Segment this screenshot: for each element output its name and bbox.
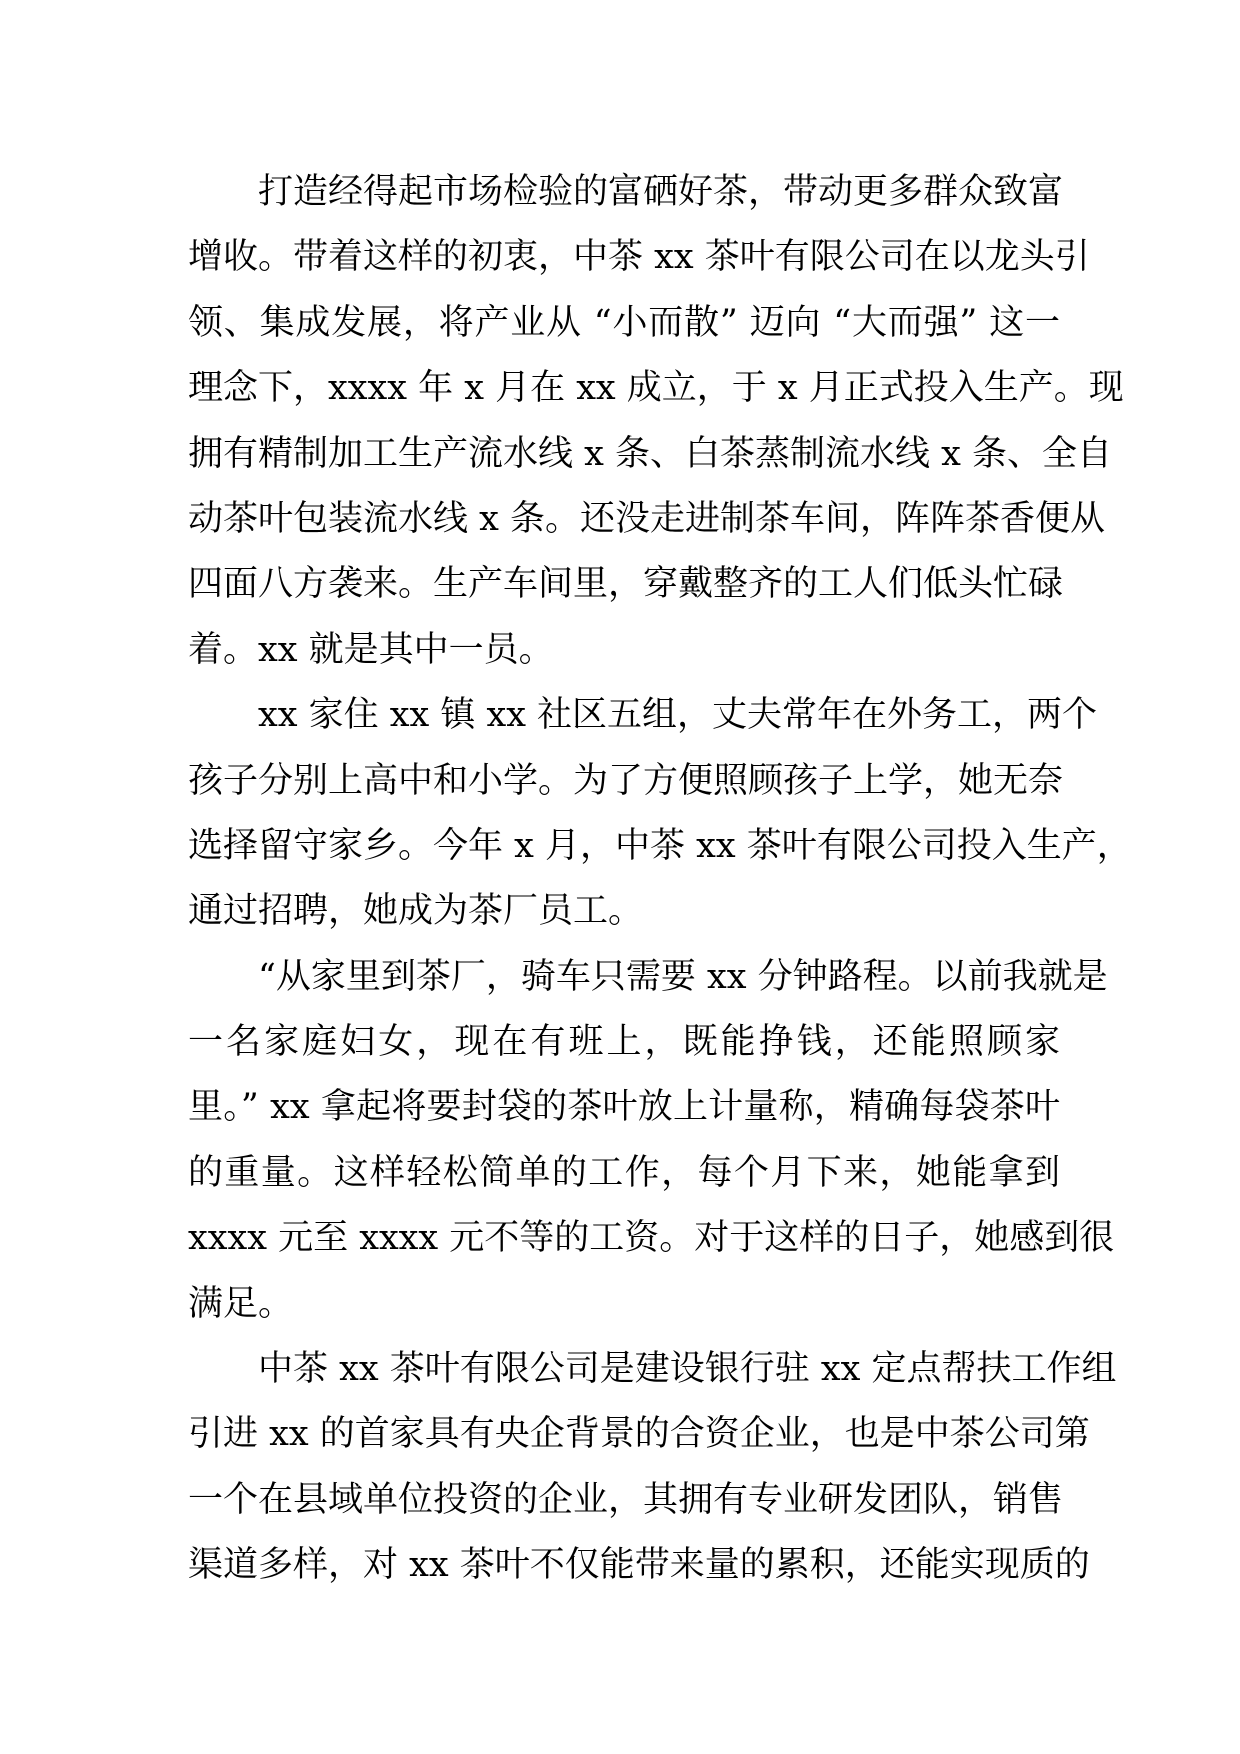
text-line: 满足。 <box>188 1283 294 1324</box>
document-body <box>188 160 1132 1599</box>
text-line: 渠道多样，对 xx 茶叶不仅能带来量的累积，还能实现质的 <box>188 1545 1090 1586</box>
text-line: 选择留守家乡。今年 x 月，中茶 xx 茶叶有限公司投入生产， <box>188 825 1132 866</box>
paragraph-4 <box>188 1337 1117 1599</box>
text-line: 引进 xx 的首家具有央企背景的合资企业，也是中茶公司第 <box>188 1414 1090 1455</box>
text-line: 里。” xx 拿起将要封袋的茶叶放上计量称，精确每袋茶叶 <box>188 1087 1060 1128</box>
paragraph-2 <box>188 683 1132 945</box>
text-line: 动茶叶包装流水线 x 条。还没走进制茶车间，阵阵茶香便从 <box>188 498 1105 539</box>
text-line: 领、集成发展，将产业从 “小而散” 迈向 “大而强” 这一 <box>188 302 1060 343</box>
text-line: xxxx 元至 xxxx 元不等的工资。对于这样的日子，她感到很 <box>188 1218 1115 1259</box>
text-line: 的重量。这样轻松简单的工作，每个月下来，她能拿到 <box>188 1152 1060 1193</box>
text-line: 增收。带着这样的初衷，中茶 xx 茶叶有限公司在以龙头引 <box>188 237 1090 278</box>
text-line: 四面八方袭来。生产车间里，穿戴整齐的工人们低头忙碌 <box>188 564 1064 605</box>
text-line: 着。xx 就是其中一员。 <box>188 629 554 670</box>
paragraph-3 <box>188 945 1115 1337</box>
text-line: 孩子分别上高中和小学。为了方便照顾孩子上学，她无奈 <box>188 760 1064 801</box>
text-line: 通过招聘，她成为茶厂员工。 <box>188 891 644 932</box>
text-line: 打造经得起市场检验的富硒好茶，带动更多群众致富 <box>258 172 1064 212</box>
text-line: xx 家住 xx 镇 xx 社区五组，丈夫常年在外务工，两个 <box>258 695 1098 736</box>
text-line: 拥有精制加工生产流水线 x 条、白茶蒸制流水线 x 条、全自 <box>188 433 1112 474</box>
paragraph-1 <box>188 160 1124 683</box>
text-line: 中茶 xx 茶叶有限公司是建设银行驻 xx 定点帮扶工作组 <box>258 1349 1117 1390</box>
text-line: 一个在县域单位投资的企业，其拥有专业研发团队，销售 <box>188 1479 1064 1520</box>
text-line: 一名家庭妇女，现在有班上，既能挣钱，还能照顾家 <box>188 1022 1060 1063</box>
text-line: 理念下，xxxx 年 x 月在 xx 成立，于 x 月正式投入生产。现 <box>188 368 1124 409</box>
text-line: “从家里到茶厂，骑车只需要 xx 分钟路程。以前我就是 <box>258 956 1108 997</box>
